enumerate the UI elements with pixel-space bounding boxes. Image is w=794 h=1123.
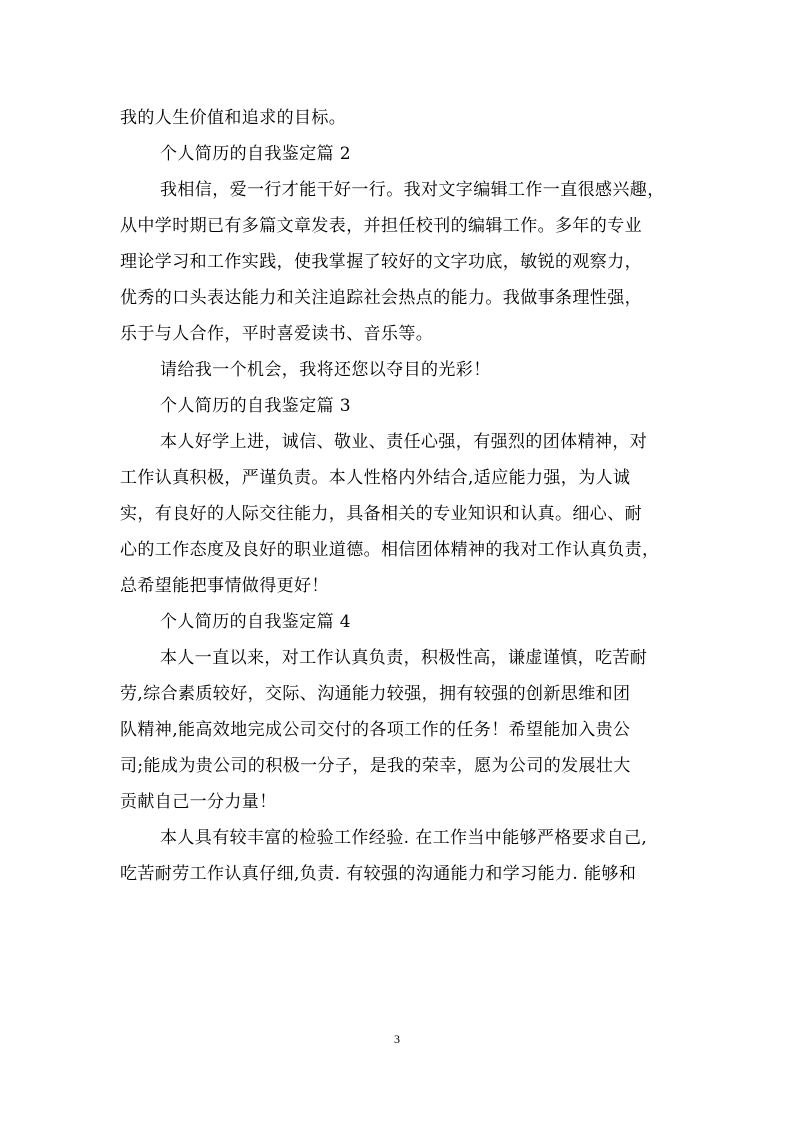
body-line: 劳,综合素质较好，交际、沟通能力较强，拥有较强的创新思维和团 [120, 684, 631, 704]
section-heading: 个人简历的自我鉴定篇 2 [160, 144, 352, 164]
body-line: 司;能成为贵公司的积极一分子，是我的荣幸，愿为公司的发展壮大 [120, 756, 631, 776]
body-line: 实，有良好的人际交往能力，具备相关的专业知识和认真。细心、耐 [120, 504, 642, 524]
body-line: 从中学时期已有多篇文章发表，并担任校刊的编辑工作。多年的专业 [120, 216, 642, 236]
body-line: 心的工作态度及良好的职业道德。相信团体精神的我对工作认真负责， [120, 540, 660, 560]
document-body [120, 100, 676, 892]
body-line: 理论学习和工作实践，使我掌握了较好的文字功底，敏锐的观察力， [120, 252, 642, 272]
paragraph-first-line: 本人好学上进，诚信、敬业、责任心强，有强烈的团体精神，对 [160, 432, 648, 452]
body-line: 乐于与人合作，平时喜爱读书、音乐等。 [120, 324, 434, 344]
body-line: 吃苦耐劳工作认真仔细,负责. 有较强的沟通能力和学习能力. 能够和 [120, 864, 637, 884]
paragraph-first-line: 我相信，爱一行才能干好一行。我对文字编辑工作一直很感兴趣， [160, 180, 665, 200]
body-line: 我的人生价值和追求的目标。 [120, 108, 347, 128]
body-line: 优秀的口头表达能力和关注追踪社会热点的能力。我做事条理性强， [120, 288, 642, 308]
body-line: 队精神,能高效地完成公司交付的各项工作的任务！希望能加入贵公 [120, 720, 631, 740]
body-line: 工作认真积极，严谨负责。本人性格内外结合,适应能力强，为人诚 [120, 468, 631, 488]
body-line: 贡献自己一分力量！ [120, 792, 277, 812]
paragraph-first-line: 本人一直以来，对工作认真负责，积极性高，谦虚谨慎，吃苦耐 [160, 648, 648, 668]
section-heading: 个人简历的自我鉴定篇 4 [160, 612, 352, 632]
body-line: 总希望能把事情做得更好！ [120, 576, 329, 596]
paragraph-first-line: 本人具有较丰富的检验工作经验. 在工作当中能够严格要求自己, [160, 828, 648, 848]
page-number: 3 [394, 1032, 400, 1046]
section-heading: 个人简历的自我鉴定篇 3 [160, 396, 352, 416]
paragraph-first-line: 请给我一个机会，我将还您以夺目的光彩！ [160, 360, 491, 380]
